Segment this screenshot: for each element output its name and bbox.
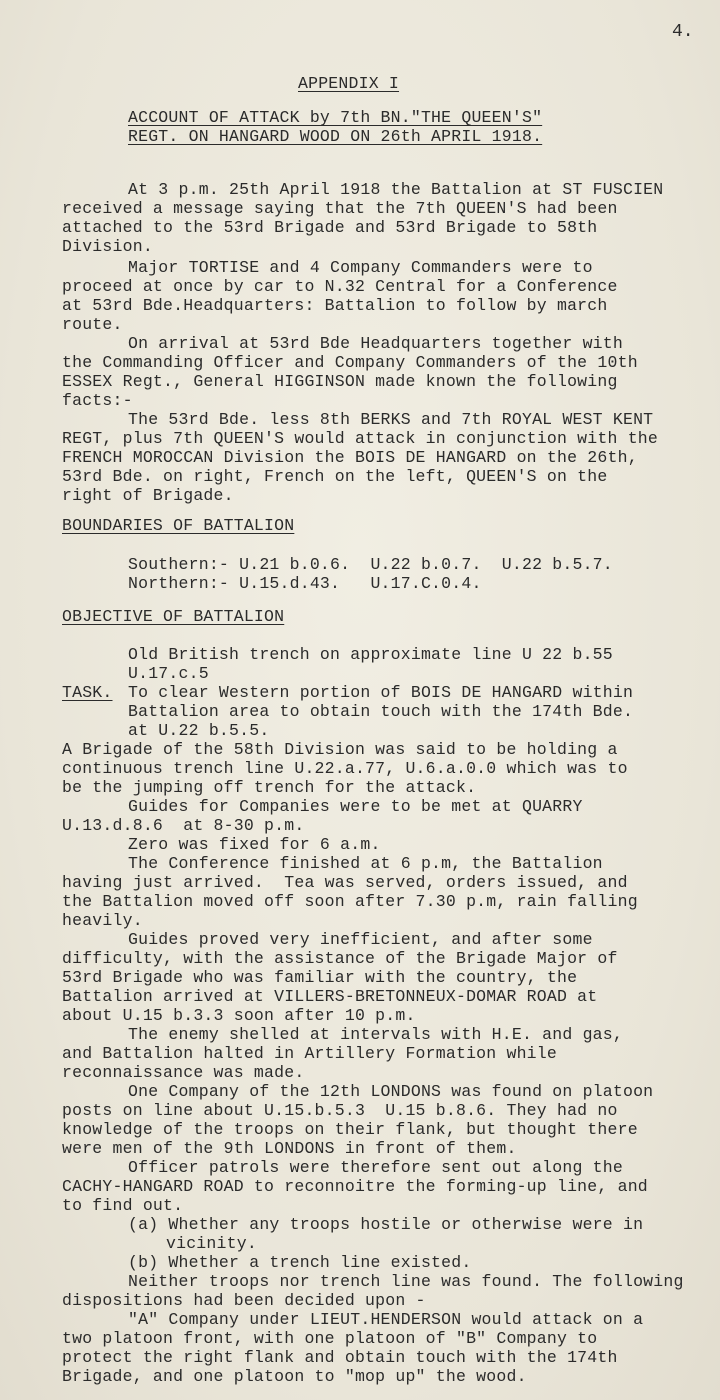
text-line: On arrival at 53rd Bde Headquarters together with (128, 334, 623, 353)
text-line: Guides for Companies were to be met at QUARRY (128, 797, 583, 816)
text-line: heavily. (62, 911, 143, 930)
objective-line: U.17.c.5 (128, 664, 209, 683)
text-line: continuous trench line U.22.a.77, U.6.a.0.0 which was to (62, 759, 628, 778)
objective-heading: OBJECTIVE OF BATTALION (62, 607, 285, 626)
text-line: U.13.d.8.6 at 8-30 p.m. (62, 816, 305, 835)
text-line: were men of the 9th LONDONS in front of them. (62, 1139, 517, 1158)
text-line: posts on line about U.15.b.5.3 U.15 b.8.6. They had no (62, 1101, 618, 1120)
task-line: To clear Western portion of BOIS DE HANGARD within (128, 683, 634, 702)
appendix-title: APPENDIX I (298, 74, 400, 93)
text-line: knowledge of the troops on their flank, but thought there (62, 1120, 638, 1139)
text-line: One Company of the 12th LONDONS was found on platoon (128, 1082, 654, 1101)
page-number: 4. (672, 22, 694, 42)
text-line: Zero was fixed for 6 a.m. (128, 835, 381, 854)
text-line: (b) Whether a trench line existed. (128, 1253, 472, 1272)
text-line: right of Brigade. (62, 486, 234, 505)
text-line: The enemy shelled at intervals with H.E. and gas, (128, 1025, 623, 1044)
text-line: dispositions had been decided upon - (62, 1291, 426, 1310)
text-line: Battalion arrived at VILLERS-BRETONNEUX-DOMAR ROAD at (62, 987, 598, 1006)
text-line: The 53rd Bde. less 8th BERKS and 7th ROYAL WEST KENT (128, 410, 654, 429)
text-line: be the jumping off trench for the attack. (62, 778, 477, 797)
boundary-line: Southern:- U.21 b.0.6. U.22 b.0.7. U.22 b.5.7. (128, 555, 613, 574)
task-label: TASK. (62, 683, 113, 702)
text-line: facts:- (62, 391, 133, 410)
boundary-line: Northern:- U.15.d.43. U.17.C.0.4. (128, 574, 482, 593)
text-line: vicinity. (166, 1234, 257, 1253)
text-line: The Conference finished at 6 p.m, the Battalion (128, 854, 603, 873)
text-line: difficulty, with the assistance of the Brigade Major of (62, 949, 618, 968)
text-line: at 53rd Bde.Headquarters: Battalion to follow by march (62, 296, 608, 315)
text-line: At 3 p.m. 25th April 1918 the Battalion at ST FUSCIEN (128, 180, 664, 199)
text-line: Major TORTISE and 4 Company Commanders were to (128, 258, 593, 277)
boundaries-heading: BOUNDARIES OF BATTALION (62, 516, 295, 535)
objective-line: Old British trench on approximate line U 22 b.55 (128, 645, 613, 664)
account-title-line: REGT. ON HANGARD WOOD ON 26th APRIL 1918. (128, 127, 543, 146)
text-line: about U.15 b.3.3 soon after 10 p.m. (62, 1006, 416, 1025)
text-line: REGT, plus 7th QUEEN'S would attack in conjunction with the (62, 429, 658, 448)
text-line: Neither troops nor trench line was found. The following (128, 1272, 684, 1291)
text-line: having just arrived. Tea was served, orders issued, and (62, 873, 628, 892)
text-line: attached to the 53rd Brigade and 53rd Brigade to 58th (62, 218, 598, 237)
text-line: Officer patrols were therefore sent out along the (128, 1158, 623, 1177)
text-line: and Battalion halted in Artillery Formation while (62, 1044, 557, 1063)
text-line: (a) Whether any troops hostile or otherwise were in (128, 1215, 644, 1234)
text-line: protect the right flank and obtain touch with the 174th (62, 1348, 618, 1367)
text-line: reconnaissance was made. (62, 1063, 305, 1082)
text-line: 53rd Brigade who was familiar with the country, the (62, 968, 578, 987)
text-line: at U.22 b.5.5. (128, 721, 270, 740)
text-line: to find out. (62, 1196, 184, 1215)
text-line: A Brigade of the 58th Division was said to be holding a (62, 740, 618, 759)
text-line: the Battalion moved off soon after 7.30 p.m, rain falling (62, 892, 638, 911)
text-line: received a message saying that the 7th QUEEN'S had been (62, 199, 618, 218)
text-line: proceed at once by car to N.32 Central for a Conference (62, 277, 618, 296)
text-line: 53rd Bde. on right, French on the left, QUEEN'S on the (62, 467, 608, 486)
text-line: FRENCH MOROCCAN Division the BOIS DE HANGARD on the 26th, (62, 448, 638, 467)
text-line: ESSEX Regt., General HIGGINSON made known the following (62, 372, 618, 391)
text-line: Guides proved very inefficient, and after some (128, 930, 593, 949)
text-line: Brigade, and one platoon to "mop up" the wood. (62, 1367, 527, 1386)
text-line: Battalion area to obtain touch with the 174th Bde. (128, 702, 634, 721)
text-line: "A" Company under LIEUT.HENDERSON would attack on a (128, 1310, 644, 1329)
text-line: Division. (62, 237, 153, 256)
text-line: two platoon front, with one platoon of "B" Company to (62, 1329, 598, 1348)
text-line: the Commanding Officer and Company Commanders of the 10th (62, 353, 638, 372)
text-line: CACHY-HANGARD ROAD to reconnoitre the forming-up line, and (62, 1177, 648, 1196)
account-title-line: ACCOUNT OF ATTACK by 7th BN."THE QUEEN'S" (128, 108, 543, 127)
text-line: route. (62, 315, 123, 334)
